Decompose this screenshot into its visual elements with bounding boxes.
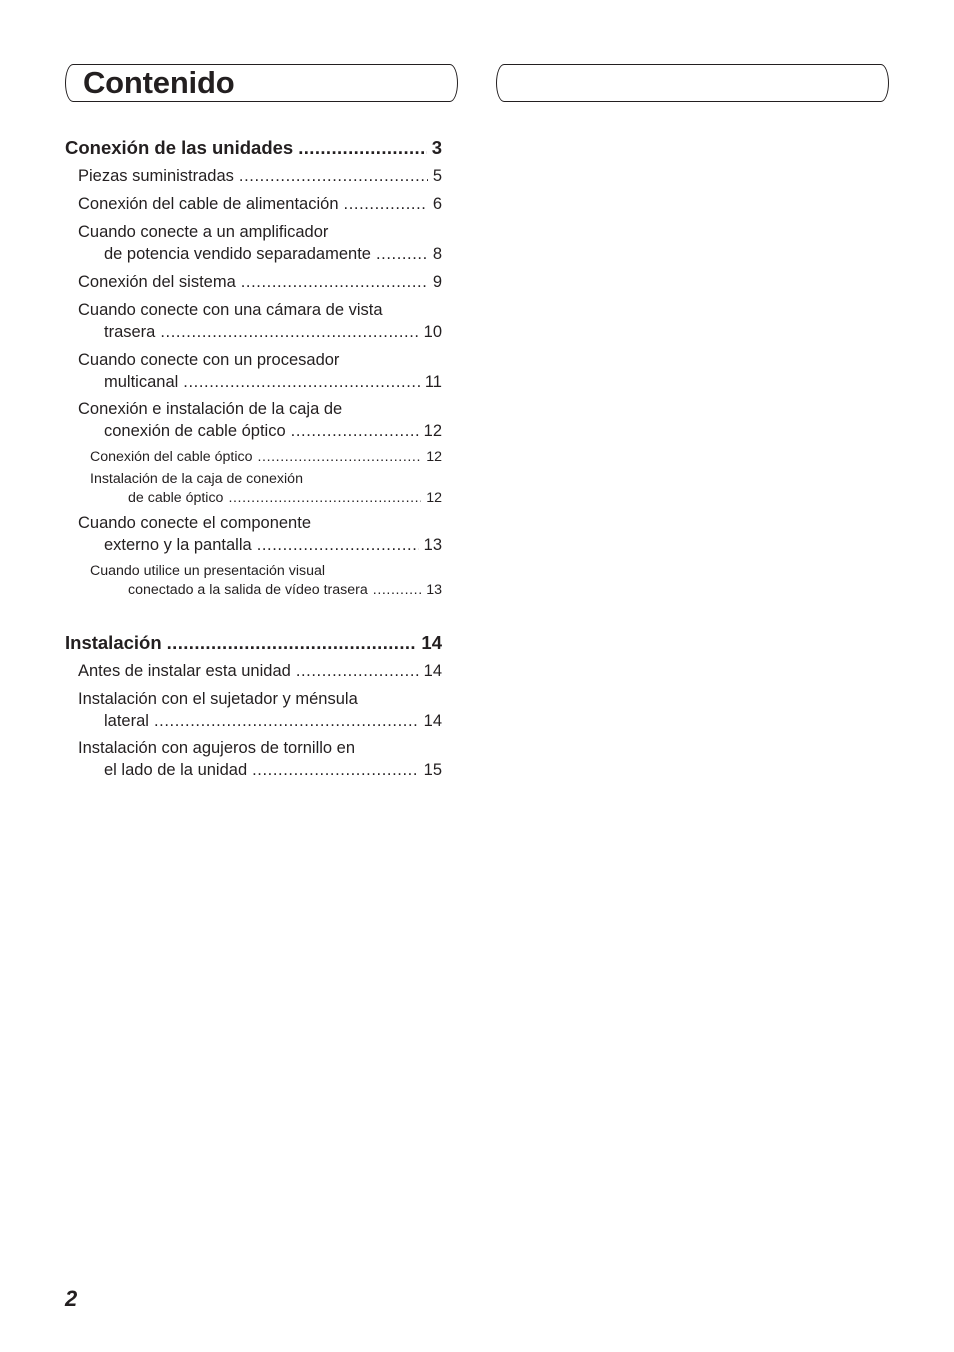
title-frame xyxy=(65,64,458,102)
toc-entry-label-cont: lateral xyxy=(104,712,149,730)
toc-entry-label: Conexión del cable óptico xyxy=(90,449,253,465)
toc-entry-label: Cuando utilice un presentación visual xyxy=(90,563,326,579)
toc-entry-label: Cuando conecte con una cámara de vista xyxy=(78,301,383,319)
toc-subentry[interactable] xyxy=(90,448,442,467)
toc-entry-label: Cuando conecte con un procesador xyxy=(78,351,340,369)
dot-leader xyxy=(291,420,419,442)
dot-leader xyxy=(344,193,428,215)
toc-entry-label-cont: externo y la pantalla xyxy=(104,536,252,554)
toc-entry[interactable] xyxy=(78,299,442,343)
toc-entry[interactable] xyxy=(78,221,442,265)
toc-page-number: 8 xyxy=(432,245,442,263)
dot-leader xyxy=(183,371,420,393)
toc-entry-label: Conexión del sistema xyxy=(78,273,236,291)
toc-page-number: 12 xyxy=(423,422,442,440)
toc-entry-label: Instalación con agujeros de tornillo en xyxy=(78,739,356,757)
toc-entry-label-cont: multicanal xyxy=(104,373,179,391)
dot-leader xyxy=(167,633,417,653)
toc-entry[interactable] xyxy=(78,512,442,556)
toc-entry-label: Cuando conecte el componente xyxy=(78,514,311,532)
toc-page-number: 14 xyxy=(421,632,442,653)
toc-entry[interactable] xyxy=(78,737,442,781)
toc-page-number: 13 xyxy=(426,582,442,598)
dot-leader xyxy=(154,710,419,732)
toc-entry-label-cont: de potencia vendido separadamente xyxy=(104,245,371,263)
toc-page-number: 11 xyxy=(424,373,442,391)
toc-entry-label: Piezas suministradas xyxy=(78,167,234,185)
toc-entry-label-cont: conectado a la salida de vídeo trasera xyxy=(128,582,368,598)
toc-subentry[interactable] xyxy=(90,562,442,600)
toc-entry-label-cont: trasera xyxy=(104,323,156,341)
dot-leader xyxy=(296,660,419,682)
toc-entry-label: Instalación con el sujetador y ménsula xyxy=(78,690,358,708)
dot-leader xyxy=(298,138,426,158)
toc-page-number: 15 xyxy=(423,761,442,779)
toc-page-number: 12 xyxy=(426,490,442,506)
dot-leader xyxy=(160,321,418,343)
dot-leader xyxy=(376,243,428,265)
page-number: 2 xyxy=(65,1286,78,1311)
toc-entry-label: Conexión del cable de alimentación xyxy=(78,195,339,213)
toc-page-number: 14 xyxy=(423,662,442,680)
dot-leader xyxy=(252,759,419,781)
dot-leader xyxy=(241,271,428,293)
toc-section-instalacion[interactable] xyxy=(65,633,442,653)
empty-title-frame xyxy=(496,64,889,102)
dot-leader xyxy=(257,448,421,467)
toc-page-number: 6 xyxy=(432,195,442,213)
toc-page-number: 13 xyxy=(423,536,442,554)
toc-entry-label: Antes de instalar esta unidad xyxy=(78,662,291,680)
toc-section-title: Conexión de las unidades xyxy=(65,137,294,158)
toc-section-title: Instalación xyxy=(65,632,162,653)
toc-page-number: 14 xyxy=(423,712,442,730)
toc-entry-label-cont: de cable óptico xyxy=(128,490,224,506)
toc-entry-label: Cuando conecte a un amplificador xyxy=(78,223,329,241)
toc-subentry[interactable] xyxy=(90,470,442,508)
toc-entry-label: Conexión e instalación de la caja de xyxy=(78,400,343,418)
toc-entry-label: Instalación de la caja de conexión xyxy=(90,471,303,487)
toc-page-number: 9 xyxy=(432,273,442,291)
toc-page-number: 3 xyxy=(431,137,442,158)
toc-entry[interactable] xyxy=(78,688,442,732)
toc-entry-label-cont: conexión de cable óptico xyxy=(104,422,286,440)
dot-leader xyxy=(373,581,421,600)
toc-entry[interactable] xyxy=(78,165,442,187)
toc-section-conexion[interactable] xyxy=(65,138,442,158)
toc-entry-label-cont: el lado de la unidad xyxy=(104,761,248,779)
dot-leader xyxy=(228,489,421,508)
toc-entry[interactable] xyxy=(78,660,442,682)
toc-page-number: 5 xyxy=(432,167,442,185)
toc-entry[interactable] xyxy=(78,193,442,215)
toc-entry[interactable] xyxy=(78,271,442,293)
toc-entry[interactable] xyxy=(78,349,442,393)
page-title: Contenido xyxy=(83,65,235,100)
toc-page-number: 12 xyxy=(426,449,442,465)
toc-page-number: 10 xyxy=(423,323,442,341)
dot-leader xyxy=(239,165,428,187)
toc-entry[interactable] xyxy=(78,398,442,442)
dot-leader xyxy=(257,534,419,556)
